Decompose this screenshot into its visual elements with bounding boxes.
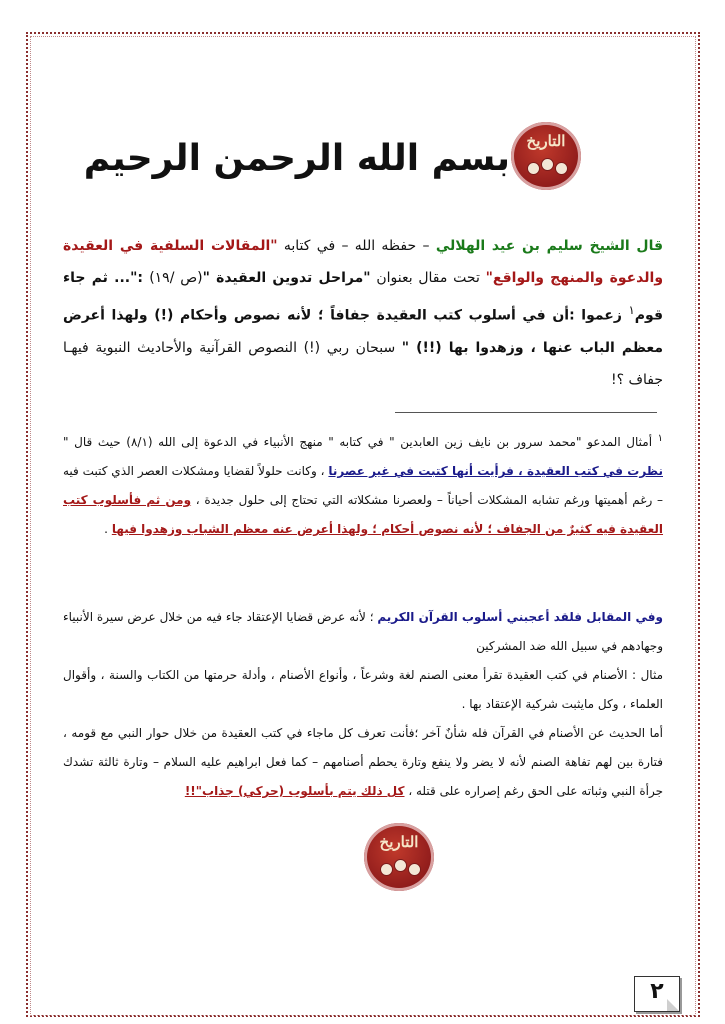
seal-logo-top	[511, 122, 581, 190]
book-title: "المقالات السلفية في العقيدة والدعوة والمنهج والواقع"	[63, 238, 664, 286]
footnote-separator	[395, 412, 657, 413]
body-text: ؛ لأنه عرض قضايا الإعتقاد جاء فيه من خلال عرض سيرة الأنبياء وجهادهم في سبيل الله ضد المشركين	[63, 610, 663, 653]
quote-text: :"... ثم جاء قوم	[63, 270, 663, 324]
intro-text: سبحان ربي (!) النصوص القرآنية والأحاديث النبوية فيهـا جفاف ؟!	[63, 339, 663, 388]
footnote-text: .	[104, 522, 112, 536]
body-highlight-red: كل ذلك يتم بأسلوب (حركي) جذاب"!!	[184, 784, 405, 798]
body-paragraph	[63, 719, 663, 806]
seal-dot	[555, 162, 568, 175]
seal-dot	[380, 863, 393, 876]
body-paragraph: مثال : الأصنام في كتب العقيدة تقرأ معنى الصنم لغة وشرعاً ، وأنواع الأصنام ، وأدلة حرمتها من الكتاب والسنة ، وأقوال العلماء ، وكل مايثبت شركية الإعتقاد بها .	[63, 668, 663, 711]
body-text: أما الحديث عن الأصنام في القرآن فله شأنٌ آخر ؛فأنت تعرف كل ماجاء في كتب العقيدة من خلال حوار النبي مع قومه ، فتارة بين لهم تفاهة الصنم لأنه لا يضر ولا ينفع وتارة يحطم أصنامهم – كما فعل ابراهيم عليه السلام – وتارة ثالثة تشدك جرأة النبي وثباته على الحق رغم إصراره على قتله ،	[63, 726, 663, 798]
seal-dot	[408, 863, 421, 876]
body-paragraph	[63, 603, 663, 661]
body-section	[63, 603, 663, 806]
body-highlight-blue: وفي المقابل فلقد أعجبني أسلوب القرآن الكريم	[377, 610, 663, 624]
page-reference: (ص /١٩)	[149, 270, 203, 286]
footnote-highlight-red: ومن ثم فأسلوب كتب العقيدة فيه كثيرٌ من الجفاف ؛ لأنه نصوص أحكام ؛ ولهذا أعرض عنه معظم الشباب وزهدوا فيها	[63, 493, 663, 536]
seal-dot	[394, 859, 407, 872]
author-name: قال الشيخ سليم بن عيد الهلالي	[435, 238, 664, 254]
seal-logo-text: التاريخ	[379, 833, 419, 851]
seal-dot	[541, 158, 554, 171]
article-title: "مراحل تدوين العقيدة "	[202, 270, 371, 286]
intro-text: تحت مقال بعنوان	[370, 270, 486, 286]
page-number: ٢	[650, 979, 664, 1004]
quote-text: زعموا :أن في أسلوب كتب العقيدة جفافاً ؛ لأنه نصوص وأحكام (!) ولهذا أعرض معظم الباب عنها ، وزهدوا بها (!!) "	[63, 307, 664, 356]
footnote-highlight-blue: نظرت في كتب العقيدة ، فرأيت أنها كتبت في غير عصرنا	[328, 464, 663, 478]
page-title: بسم الله الرحمن الرحيم	[83, 138, 510, 179]
seal-logo-bottom	[364, 823, 434, 891]
seal-logo-text: التاريخ	[526, 132, 566, 150]
intro-paragraph	[63, 230, 663, 396]
page-fold-icon	[667, 999, 679, 1011]
footnote-paragraph	[63, 424, 663, 544]
footnote-marker: ١	[657, 433, 664, 444]
page-number-box	[634, 976, 680, 1012]
intro-text: – حفظه الله – في كتابه	[277, 238, 436, 254]
footnote-text: ، وكانت حلولاً لقضايا ومشكلات العصر الذي كتبت فيه – رغم أهميتها ورغم تشابه المشكلات أحياناً – ولعصرنا مشكلاته التي تحتاج إلى حلول جديدة ،	[63, 464, 663, 507]
seal-dot	[527, 162, 540, 175]
footnote-text: أمثال المدعو "محمد سرور بن نايف زين العابدين " في كتابه " منهج الأنبياء في الدعوة إلى الله (٨/١) حيث قال "	[63, 435, 658, 449]
footnote-marker: ١	[628, 303, 635, 317]
